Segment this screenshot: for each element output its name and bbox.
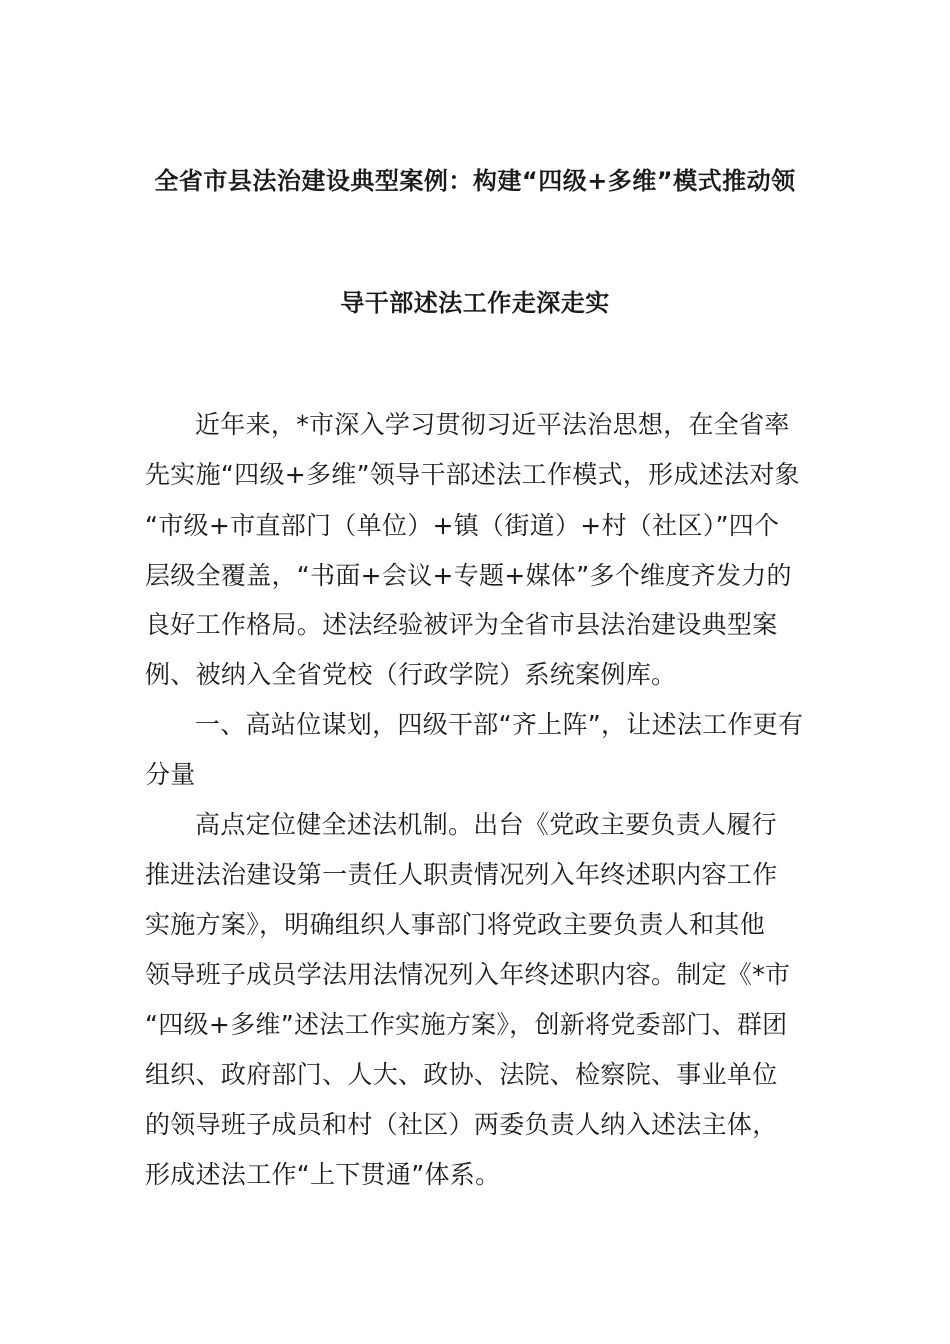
paragraph-line: 先实施“四级+多维”领导干部述法工作模式，形成述法对象	[145, 460, 800, 489]
paragraph-line: 近年来，*市深入学习贯彻习近平法治思想，在全省率	[195, 410, 790, 439]
section-heading-line: 一、高站位谋划，四级干部“齐上阵”，让述法工作更有	[195, 710, 804, 739]
paragraph-line: 高点定位健全述法机制。出台《党政主要负责人履行	[195, 810, 777, 839]
section-heading-line: 分量	[145, 760, 196, 789]
paragraph-line: 组织、政府部门、人大、政协、法院、检察院、事业单位	[145, 1060, 778, 1089]
paragraph-line: “市级+市直部门（单位）+镇（街道）+村（社区）”四个	[145, 511, 780, 540]
paragraph-line: “四级+多维”述法工作实施方案》，创新将党委部门、群团	[145, 1010, 788, 1039]
paragraph-line: 形成述法工作“上下贯通”体系。	[145, 1160, 501, 1189]
paragraph-line: 实施方案》，明确组织人事部门将党政主要负责人和其他	[145, 910, 766, 939]
document-title-line-1: 全省市县法治建设典型案例：构建“四级+多维”模式推动领	[154, 167, 796, 195]
paragraph-line: 的领导班子成员和村（社区）两委负责人纳入述法主体，	[145, 1110, 778, 1139]
paragraph-line: 层级全覆盖，“书面+会议+专题+媒体”多个维度齐发力的	[145, 561, 792, 590]
paragraph-line: 良好工作格局。述法经验被评为全省市县法治建设典型案	[145, 610, 778, 639]
paragraph-line: 推进法治建设第一责任人职责情况列入年终述职内容工作	[145, 860, 778, 889]
paragraph-line: 领导班子成员学法用法情况列入年终述职内容。制定《*市	[145, 960, 791, 989]
document-title-line-2: 导干部述法工作走深走实	[340, 289, 610, 317]
paragraph-line: 例、被纳入全省党校（行政学院）系统案例库。	[145, 660, 677, 689]
